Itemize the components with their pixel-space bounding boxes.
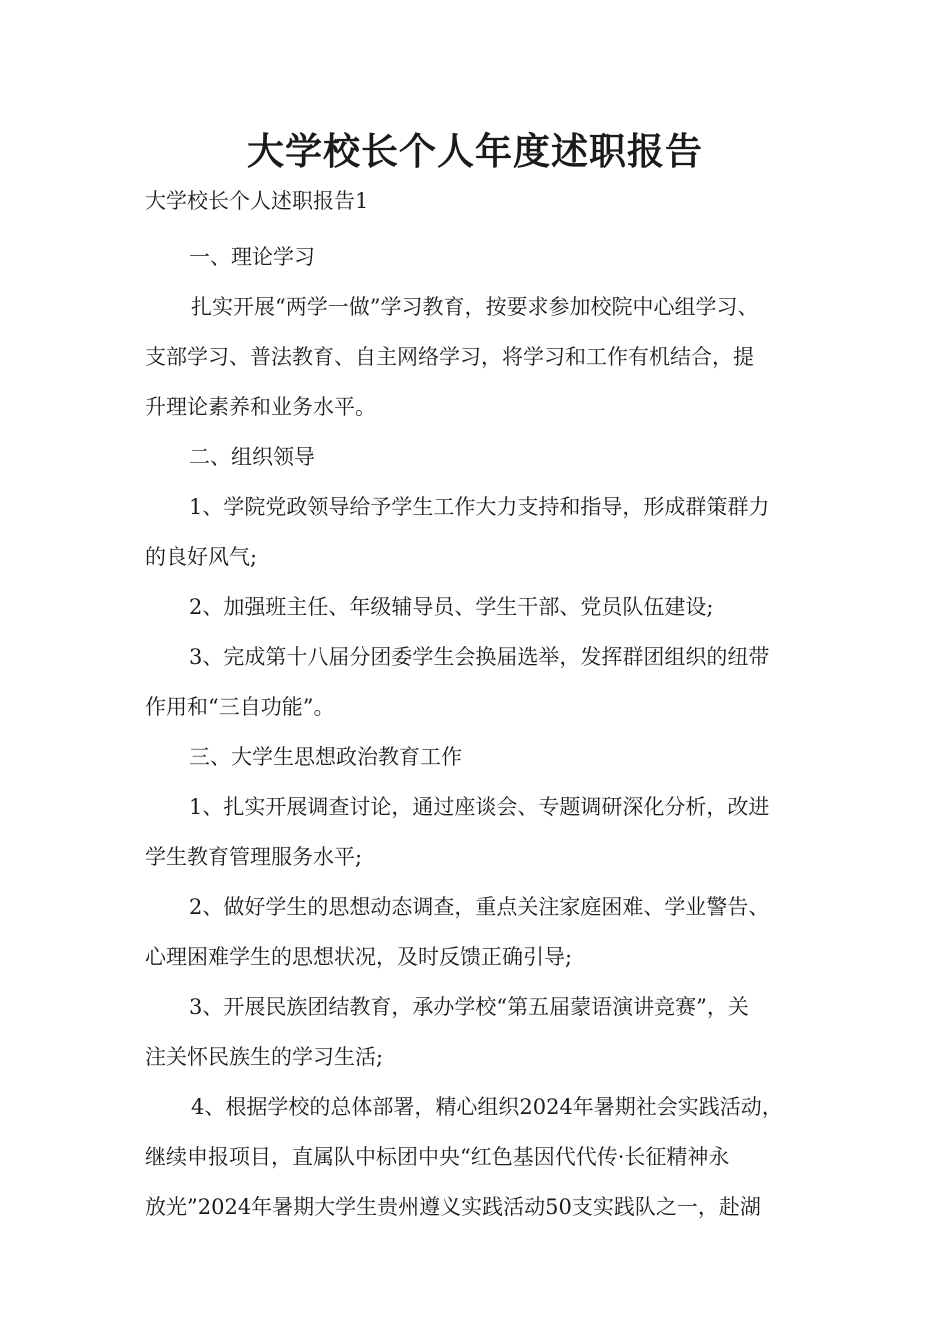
paragraph-line: 三、大学生思想政治教育工作 <box>189 745 462 769</box>
paragraph-line: 1、扎实开展调查讨论，通过座谈会、专题调研深化分析，改进 <box>189 795 770 819</box>
paragraph-line: 继续申报项目，直属队中标团中央“红色基因代代传·长征精神永 <box>145 1145 730 1169</box>
paragraph-line: 扎实开展“两学一做”学习教育，按要求参加校院中心组学习、 <box>191 295 759 319</box>
paragraph-line: 学生教育管理服务水平; <box>145 845 363 869</box>
document-body <box>145 232 810 1232</box>
paragraph-line: 2、做好学生的思想动态调查，重点关注家庭困难、学业警告、 <box>189 895 770 919</box>
paragraph-line: 二、组织领导 <box>189 445 315 469</box>
paragraph-line: 的良好风气; <box>145 545 258 569</box>
paragraph-line: 3、开展民族团结教育，承办学校“第五届蒙语演讲竞赛”，关 <box>189 995 749 1019</box>
paragraph-line: 升理论素养和业务水平。 <box>145 395 376 419</box>
document-subtitle: 大学校长个人述职报告1 <box>145 189 369 213</box>
paragraph-line: 注关怀民族生的学习生活; <box>145 1045 384 1069</box>
paragraph-line: 1、学院党政领导给予学生工作大力支持和指导，形成群策群力 <box>189 495 770 519</box>
paragraph-line: 放光”2024年暑期大学生贵州遵义实践活动50支实践队之一，赴湖 <box>145 1195 761 1219</box>
paragraph-line: 一、理论学习 <box>189 245 315 269</box>
paragraph-line: 作用和“三自功能”。 <box>145 695 335 719</box>
document-title: 大学校长个人年度述职报告 <box>247 130 703 173</box>
paragraph-line: 心理困难学生的思想状况，及时反馈正确引导; <box>145 945 573 969</box>
paragraph-line: 4、根据学校的总体部署，精心组织2024年暑期社会实践活动， <box>191 1095 783 1119</box>
paragraph-line: 2、加强班主任、年级辅导员、学生干部、党员队伍建设; <box>189 595 714 619</box>
paragraph-line: 3、完成第十八届分团委学生会换届选举，发挥群团组织的纽带 <box>189 645 770 669</box>
paragraph-line: 支部学习、普法教育、自主网络学习，将学习和工作有机结合，提 <box>145 345 754 369</box>
